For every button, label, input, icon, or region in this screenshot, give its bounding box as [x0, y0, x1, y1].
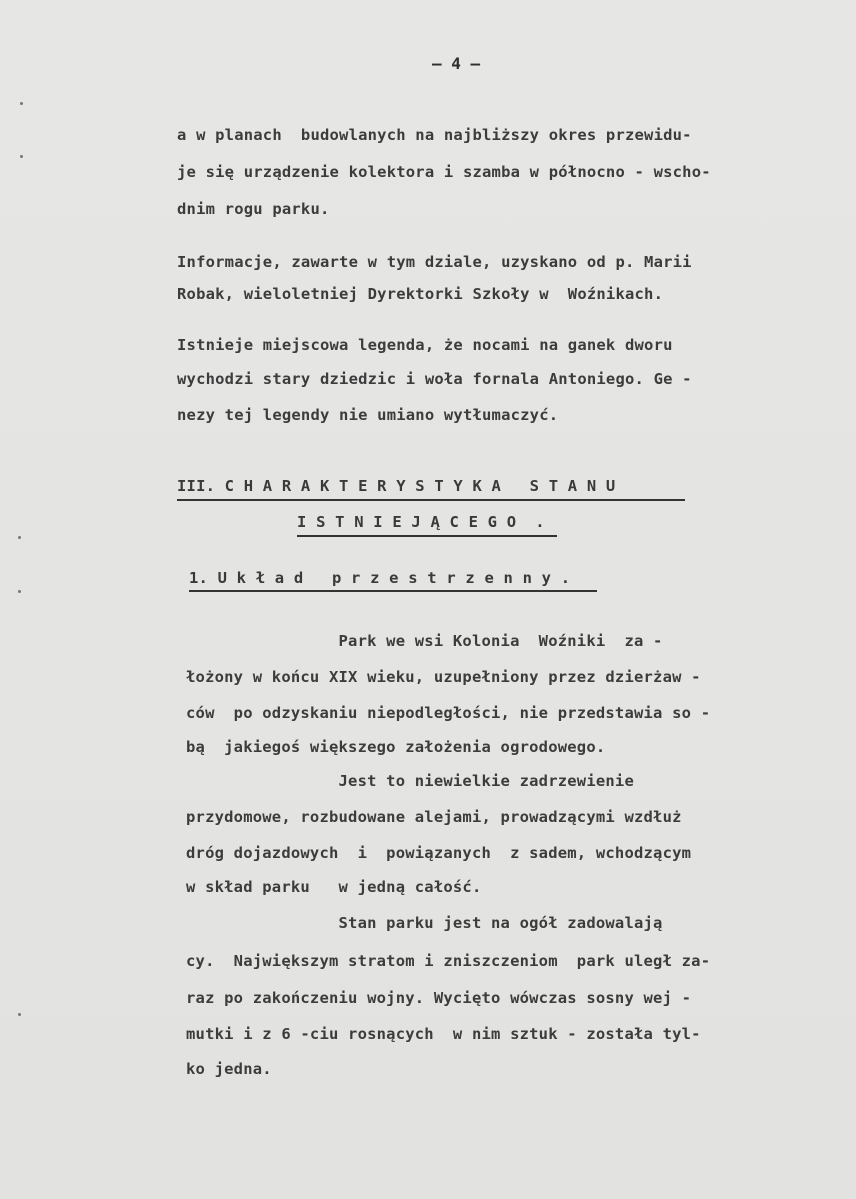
- text-line: bą jakiegoś większego założenia ogrodowego.: [186, 738, 606, 756]
- text-line: a w planach budowlanych na najbliższy okres przewidu-: [177, 126, 692, 144]
- text-line: Istnieje miejscowa legenda, że nocami na ganek dworu: [177, 336, 673, 354]
- page-number: — 4 —: [432, 54, 481, 73]
- section-heading-underline: [177, 499, 685, 501]
- text-line: Park we wsi Kolonia Woźniki za -: [186, 632, 663, 650]
- margin-speck: [18, 590, 21, 593]
- text-line: ców po odzyskaniu niepodległości, nie przedstawia so -: [186, 704, 711, 722]
- subsection-heading: 1. U k ł a d p r z e s t r z e n n y .: [189, 569, 571, 587]
- margin-speck: [18, 1013, 21, 1016]
- text-line: ko jedna.: [186, 1060, 272, 1078]
- text-line: dnim rogu parku.: [177, 200, 330, 218]
- text-line: Stan parku jest na ogół zadowalają: [186, 914, 663, 932]
- text-line: łożony w końcu XIX wieku, uzupełniony przez dzierżaw -: [186, 668, 701, 686]
- text-line: cy. Największym stratom i zniszczeniom park uległ za-: [186, 952, 711, 970]
- margin-speck: [20, 102, 23, 105]
- text-line: je się urządzenie kolektora i szamba w północno - wscho-: [177, 163, 711, 181]
- text-line: wychodzi stary dziedzic i woła fornala Antoniego. Ge -: [177, 370, 692, 388]
- margin-speck: [20, 155, 23, 158]
- text-line: Robak, wieloletniej Dyrektorki Szkoły w Woźnikach.: [177, 285, 664, 303]
- text-line: raz po zakończeniu wojny. Wycięto wówczas sosny wej -: [186, 989, 692, 1007]
- text-line: dróg dojazdowych i powiązanych z sadem, wchodzącym: [186, 844, 692, 862]
- section-heading-line1: III. C H A R A K T E R Y S T Y K A S T A N U: [177, 477, 616, 495]
- text-line: przydomowe, rozbudowane alejami, prowadzącymi wzdłuż: [186, 808, 682, 826]
- margin-speck: [18, 536, 21, 539]
- text-line: Informacje, zawarte w tym dziale, uzyskano od p. Marii: [177, 253, 692, 271]
- text-line: nezy tej legendy nie umiano wytłumaczyć.: [177, 406, 559, 424]
- text-line: Jest to niewielkie zadrzewienie: [186, 772, 634, 790]
- section-heading-line2: I S T N I E J Ą C E G O .: [297, 513, 545, 531]
- section-heading-underline: [297, 535, 557, 537]
- text-line: w skład parku w jedną całość.: [186, 878, 482, 896]
- subsection-heading-underline: [189, 590, 597, 592]
- text-line: mutki i z 6 -ciu rosnących w nim sztuk - została tyl-: [186, 1025, 701, 1043]
